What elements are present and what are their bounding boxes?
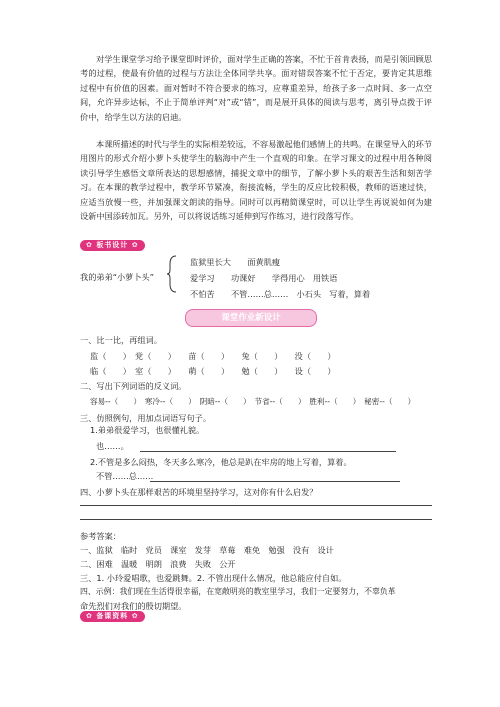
lesson-materials-label: 备课资料 [96, 612, 129, 620]
question-4-title: 四、小萝卜头在那样艰苦的环境里坚持学习，这对你有什么启发？ [80, 487, 318, 497]
board-row-3: 不怕苦 不管……总…… 小石头 写着，算着 [190, 289, 371, 299]
star-icon: ✿ [131, 241, 139, 249]
question-3-example-2: 2.不管是多么闷热，冬天多么寒冷，他总是趴在牢房的地上写着，算着。 [90, 457, 352, 467]
brace-icon [166, 254, 178, 294]
star-icon: ✿ [86, 241, 93, 249]
question-2-row: 容易--（ ） 寒冷--（ ） 阴暗--（ ） 节省--（ ） 胜利--（ ） 秘密--（ ） [90, 397, 416, 406]
question-1-title: 一、比一比，再组词。 [80, 335, 162, 345]
question-3-fill-1: 也……。 [96, 441, 129, 451]
question-3-fill-2: 不管……总…… [96, 471, 154, 481]
board-row-1: 监狱里长大 面黄肌瘦 [190, 257, 281, 267]
board-design-banner [80, 240, 145, 251]
answer-line [80, 519, 432, 520]
star-icon: ✿ [86, 612, 93, 620]
answer-line [80, 505, 432, 506]
board-title: 我的弟弟“小萝卜头” [80, 272, 154, 282]
body-paragraph-1: 对学生课堂学习给予课堂即时评价，面对学生正确的答案，不忙于首肯表扬，而是引领回顾思考的过程，使最有价值的过程与方法让全体同学共享。面对错误答案不忙于否定，要肯定其思维过程中有价值的因素。面对暂时不符合要求的练习，应尊重差异，给孩子多一点时间、多一点空间，允许异步达标，不止于简单评判“对”或“错”，而是展开具体的阅读与思考，离引导点拨于评价中，给学生以方法的启迪。 [80, 54, 432, 122]
answer-2: 二、困难 温暖 明朗 浪费 失败 公开 [80, 559, 236, 569]
question-2-title: 二、写出下列词语的反义词。 [80, 381, 187, 391]
answer-4-line-2: 命先烈们对我们的殷切期望。 [80, 601, 187, 611]
answer-line [140, 451, 396, 452]
answer-3: 三、1. 小玲爱唱歌，也爱跳舞。2. 不管出现什么情况，他总能应付自如。 [80, 573, 347, 583]
star-icon: ✿ [131, 612, 139, 620]
answer-4-line-1: 四、示例：我们现在生活得很幸福，在宽敞明亮的教室里学习，我们一定要努力，不辜负革 [80, 587, 396, 596]
board-row-2: 爱学习 功课好 学得用心 用铁语 [190, 273, 338, 283]
answers-title: 参考答案： [80, 531, 121, 541]
question-1-row-1: 监（ ） 党（ ） 苗（ ） 兔（ ） 没（ ） [90, 351, 336, 361]
question-3-title: 三、仿照例句，用加点词语写句子。 [80, 413, 212, 423]
board-design-label: 板书设计 [96, 241, 129, 249]
homework-design-banner: 课堂作业新设计 [185, 309, 317, 327]
lesson-materials-banner [80, 611, 145, 622]
body-paragraph-2: 本课所描述的时代与学生的实际相差较远，不容易激起他们感情上的共鸣。在课堂导入的环节用图片的形式介绍小萝卜头使学生的脑海中产生一个直观的印象。在学习课文的过程中用各种阅读引导学生感悟文章所表达的思想感情，捕捉文章中的细节，了解小萝卜头的艰苦生活和刻苦学习。在本课的教学过程中，教学环节紧凑，衔接流畅，学生的反应比较积极，教师的语速过快，应适当放慢一些，并加强课文朗读的指导。同时可以再精简课堂时，可以让学生再说说如何为建设新中国添砖加瓦。另外，可以将说话练习延伸到写作练习，进行段落写作。 [80, 139, 432, 222]
question-1-row-2: 临（ ） 室（ ） 萌（ ） 勉（ ） 设（ ） [90, 366, 336, 376]
question-3-example-1: 1.弟弟很爱学习，也很懂礼貌。 [90, 425, 205, 435]
answer-line [150, 481, 400, 482]
answer-1: 一、监狱 临时 党员 课室 发芽 草莓 难免 勉强 没有 设计 [80, 545, 334, 555]
